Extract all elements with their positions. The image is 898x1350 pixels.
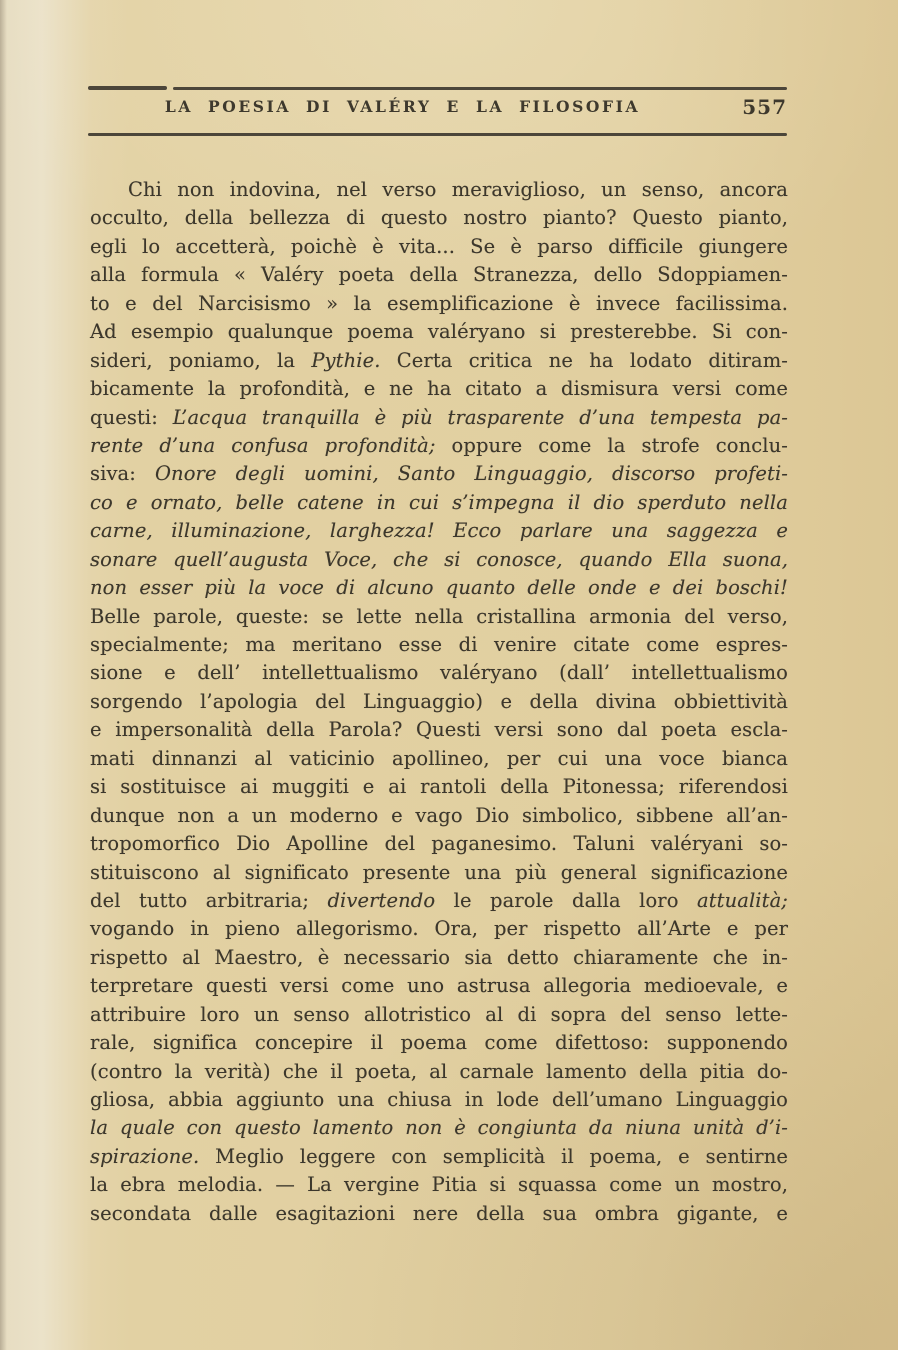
text-line [90,318,788,346]
italic-run: non esser più la voce di alcuno quanto delle onde e dei boschi! [90,576,788,600]
text-run: rale, significa concepire il poema come difettoso: supponendo [90,1031,788,1055]
text-run: (contro la verità) che il poeta, al carnale lamento della pitia do- [90,1059,788,1083]
text-run: siva: [90,462,155,486]
text-line [90,887,788,915]
text-line [90,290,788,318]
header-rule-bottom [88,133,787,136]
text-run: specialmente; ma meritano esse di venire citate come espres- [90,633,788,656]
text-run: egli lo accetterà, poichè è vita... Se è parso difficile giungere [90,234,788,258]
text-line [90,859,788,887]
text-run: sorgendo l’apologia del Linguaggio) e della divina obbiettività [90,689,788,713]
text-run: mati dinnanzi al vaticinio apollineo, per cui una voce bianca [90,746,788,770]
text-line [90,574,788,602]
text-line [90,1171,788,1199]
text-run: alla formula « Valéry poeta della Stranezza, dello Sdoppiamen- [90,263,788,287]
running-header-title: LA POESIA DI VALÉRY E LA FILOSOFIA [164,97,641,116]
text-line [90,546,788,574]
text-line [90,1001,788,1029]
italic-run: co e ornato, belle catene in cui s’impegna il dio sperduto nella [90,490,788,514]
text-line [90,1200,788,1228]
text-run: le parole dalla loro [435,888,697,912]
italic-run: rente d’una confusa profondità; [90,433,436,457]
text-line [90,489,788,517]
text-line [90,688,788,716]
text-run: vogando in pieno allegorismo. Ora, per rispetto all’Arte e per [90,917,788,941]
text-line [90,176,788,204]
italic-run: divertendo [327,888,436,912]
header-rule-top [88,86,787,90]
text-line [90,1058,788,1086]
header-rule-top-left-segment [88,86,167,90]
text-run: to e del Narcisismo » la esemplificazione è invece facilissima. [90,291,788,315]
text-run: sione e dell’ intellettualismo valéryano (dall’ intellettualismo [90,661,788,685]
running-header [88,97,787,123]
text-run: stituiscono al significato presente una più general significazione [90,860,788,884]
text-column [90,176,788,1228]
text-run: la ebra melodia. — La vergine Pitia si squassa come un mostro, [90,1173,788,1197]
text-line [90,745,788,773]
text-line [90,603,788,631]
text-line [90,404,788,432]
header-rule-top-right-segment [173,87,787,90]
text-line [90,1029,788,1057]
text-line [90,375,788,403]
text-run: Meglio leggere con semplicità il poema, e sentirne [199,1144,788,1168]
italic-run: sonare quell’augusta Voce, che si conosce, quando Ella suona, [90,547,788,571]
text-run: del tutto arbitraria; [90,888,328,912]
text-line [90,233,788,261]
text-run: terpretare questi versi come uno astrusa allegoria medioevale, e [90,974,788,998]
text-line [90,460,788,488]
text-run: Belle parole, queste: se lette nella cristallina armonia del verso, [90,604,788,628]
text-run: oppure come la strofe conclu- [435,433,788,457]
text-line [90,972,788,1000]
text-run: secondata dalle esagitazioni nere della sua ombra gigante, e [90,1201,788,1225]
text-line [90,716,788,744]
text-run: gliosa, abbia aggiunto una chiusa in lode dell’umano Linguaggio [90,1088,788,1111]
text-line [90,1086,788,1114]
text-run: rispetto al Maestro, è necessario sia detto chiaramente che in- [90,945,788,969]
text-line [90,204,788,232]
text-line [90,915,788,943]
text-line [90,944,788,972]
italic-run: carne, illuminazione, larghezza! Ecco parlare una saggezza e [90,519,788,543]
text-run: attribuire loro un senso allotristico al di sopra del senso lette- [90,1002,788,1026]
text-run: sideri, poniamo, la [90,348,312,372]
page-number: 557 [742,95,787,119]
italic-run: la quale con questo lamento non è congiunta da niuna unità d’i- [90,1116,788,1140]
text-line [90,1143,788,1171]
text-run: Certa critica ne ha lodato ditiram- [380,348,788,372]
text-line [90,830,788,858]
italic-run: spirazione. [90,1144,200,1168]
text-line [90,261,788,289]
text-run: si sostituisce ai muggiti e ai rantoli della Pitonessa; riferendosi [90,775,788,799]
text-run: questi: [90,405,173,429]
text-line [90,432,788,460]
text-run: tropomorfico Dio Apolline del paganesimo. Taluni valéryani so- [90,832,788,856]
text-run: bicamente la profondità, e ne ha citato a dismisura versi come [90,377,788,401]
italic-run: L’acqua tranquilla è più trasparente d’una tempesta pa- [172,405,788,429]
text-line [90,1114,788,1142]
text-line [90,631,788,659]
text-line [90,802,788,830]
text-run: occulto, della bellezza di questo nostro pianto? Questo pianto, [90,206,788,230]
text-line [90,773,788,801]
text-run: Ad esempio qualunque poema valéryano si presterebbe. Si con- [90,320,788,344]
text-run: dunque non a un moderno e vago Dio simbolico, sibbene all’an- [90,803,788,827]
text-line [90,517,788,545]
text-line [90,347,788,375]
text-line [90,659,788,687]
italic-run: Pythie. [311,348,381,372]
text-run: e impersonalità della Parola? Questi versi sono dal poeta escla- [90,718,788,742]
italic-run: Onore degli uomini, Santo Linguaggio, discorso profeti- [154,462,788,486]
italic-run: attualità; [696,888,788,912]
text-run: Chi non indovina, nel verso meraviglioso, un senso, ancora [128,178,788,201]
